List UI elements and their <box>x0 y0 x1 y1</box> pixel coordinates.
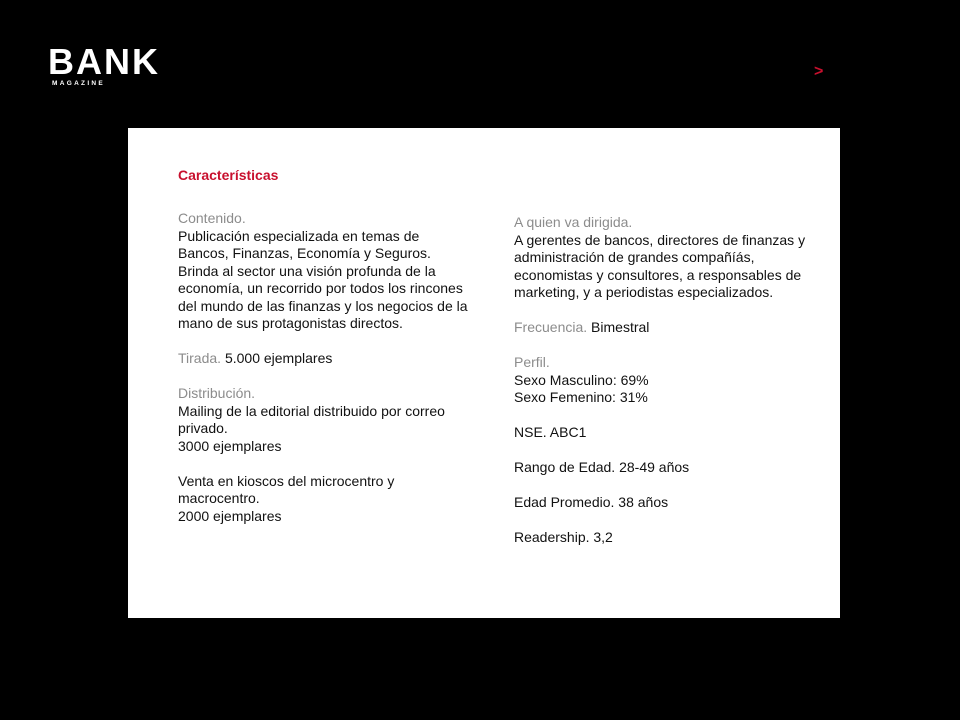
content-card <box>128 128 840 618</box>
logo-subtitle: MAGAZINE <box>52 80 106 87</box>
contenido-label: Contenido. <box>178 210 246 226</box>
distribucion-text: Mailing de la editorial distribuido por correo privado. <box>178 402 445 436</box>
frecuencia-label: Frecuencia. <box>514 319 588 335</box>
sexo-masculino: Sexo Masculino: 69% <box>514 371 649 388</box>
readership: Readership. 3,2 <box>514 529 613 545</box>
quien-text: A gerentes de bancos, directores de finanzas y administración de grandes compañíás, economistas y consultores, a responsables de marketing, y a periodistas especializados. <box>514 231 806 300</box>
sexo-femenino: Sexo Femenino: 31% <box>514 389 648 405</box>
left-column <box>178 210 468 525</box>
contenido-text: Publicación especializada en temas de Bancos, Finanzas, Economía y Seguros. Brinda al sector una visión profunda de la economía, un recorrido por todos los rincones del mundo de las finanzas y los negocios de la mano de sus protagonistas directos. <box>178 227 468 331</box>
edad-promedio: Edad Promedio. 38 años <box>514 494 669 510</box>
venta-count: 2000 ejemplares <box>178 507 282 524</box>
distribucion-label: Distribución. <box>178 385 256 401</box>
logo-wordmark: BANK <box>48 41 160 82</box>
right-column <box>514 210 806 547</box>
section-title: Características <box>178 167 279 183</box>
nse-value: NSE. ABC1 <box>514 424 587 440</box>
rango-edad: Rango de Edad. 28-49 años <box>514 459 690 475</box>
frecuencia-line <box>514 319 806 337</box>
quien-label: A quien va dirigida. <box>514 214 633 230</box>
next-slide-arrow[interactable]: > <box>814 63 824 80</box>
perfil-label: Perfil. <box>514 354 550 370</box>
tirada-value: 5.000 ejemplares <box>224 350 333 366</box>
distribucion-count: 3000 ejemplares <box>178 437 282 454</box>
tirada-line <box>178 350 468 368</box>
tirada-label: Tirada. <box>178 350 222 366</box>
frecuencia-value: Bimestral <box>591 319 650 335</box>
venta-text: Venta en kioscos del microcentro y macrocentro. <box>178 472 395 506</box>
bank-magazine-logo <box>48 41 180 92</box>
